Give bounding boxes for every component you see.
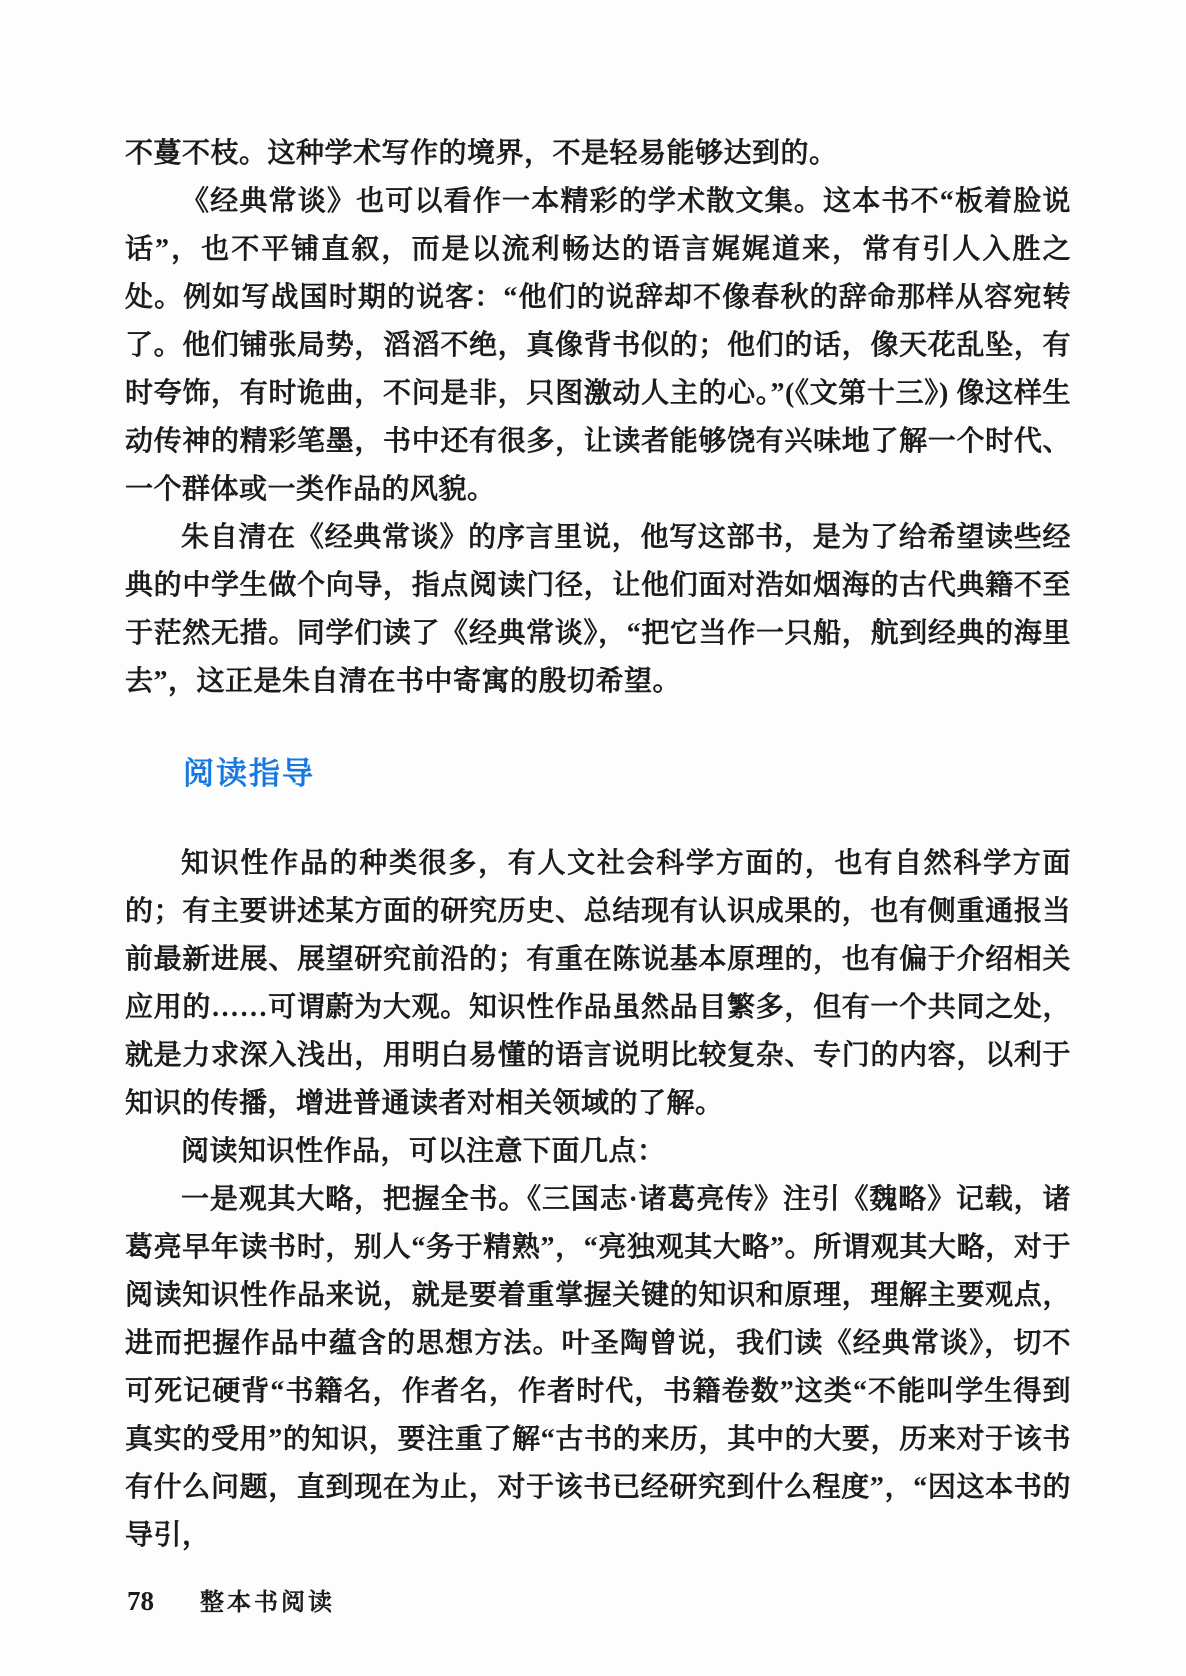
- paragraph: 一是观其大略，把握全书。《三国志·诸葛亮传》注引《魏略》记载，诸葛亮早年读书时，别人“务于精熟”，“亮独观其大略”。所谓观其大略，对于阅读知识性作品来说，就是要着重掌握关键的知识和原理，理解主要观点，进而把握作品中蕴含的思想方法。叶圣陶曾说，我们读《经典常谈》，切不可死记硬背“书籍名，作者名，作者时代，书籍卷数”这类“不能叫学生得到真实的受用”的知识，要注重了解“古书的来历，其中的大要，历来对于该书有什么问题，直到现在为止，对于该书已经研究到什么程度”，“因这本书的导引，: [125, 1184, 1071, 1551]
- footer-section-title: 整本书阅读: [200, 1589, 335, 1616]
- paragraph: 阅读知识性作品，可以注意下面几点：: [181, 1136, 666, 1167]
- page-number: 78: [127, 1586, 154, 1616]
- paragraph: 《经典常谈》也可以看作一本精彩的学术散文集。这本书不“板着脸说话”，也不平铺直叙，而是以流利畅达的语言娓娓道来，常有引人入胜之处。例如写战国时期的说客：“他们的说辞却不像春秋的辞命那样从容宛转了。他们铺张局势，滔滔不绝，真像背书似的；他们的话，像天花乱坠，有时夸饰，有时诡曲，不问是非，只图激动人主的心。”(《文第十三》) 像这样生动传神的精彩笔墨，书中还有很多，让读者能够饶有兴味地了解一个时代、一个群体或一类作品的风貌。: [125, 186, 1071, 505]
- section-heading-reading-guidance: 阅读指导: [183, 756, 315, 791]
- paragraph-continuation: 不蔓不枝。这种学术写作的境界，不是轻易能够达到的。: [125, 138, 838, 169]
- page-body-text: [125, 130, 1071, 1560]
- page-footer: [127, 1582, 335, 1617]
- paragraph: 朱自清在《经典常谈》的序言里说，他写这部书，是为了给希望读些经典的中学生做个向导，指点阅读门径，让他们面对浩如烟海的古代典籍不至于茫然无措。同学们读了《经典常谈》，“把它当作一只船，航到经典的海里去”，这正是朱自清在书中寄寓的殷切希望。: [125, 522, 1071, 697]
- paragraph: 知识性作品的种类很多，有人文社会科学方面的，也有自然科学方面的；有主要讲述某方面的研究历史、总结现有认识成果的，也有侧重通报当前最新进展、展望研究前沿的；有重在陈说基本原理的，也有偏于介绍相关应用的……可谓蔚为大观。知识性作品虽然品目繁多，但有一个共同之处，就是力求深入浅出，用明白易懂的语言说明比较复杂、专门的内容，以利于知识的传播，增进普通读者对相关领域的了解。: [125, 848, 1071, 1119]
